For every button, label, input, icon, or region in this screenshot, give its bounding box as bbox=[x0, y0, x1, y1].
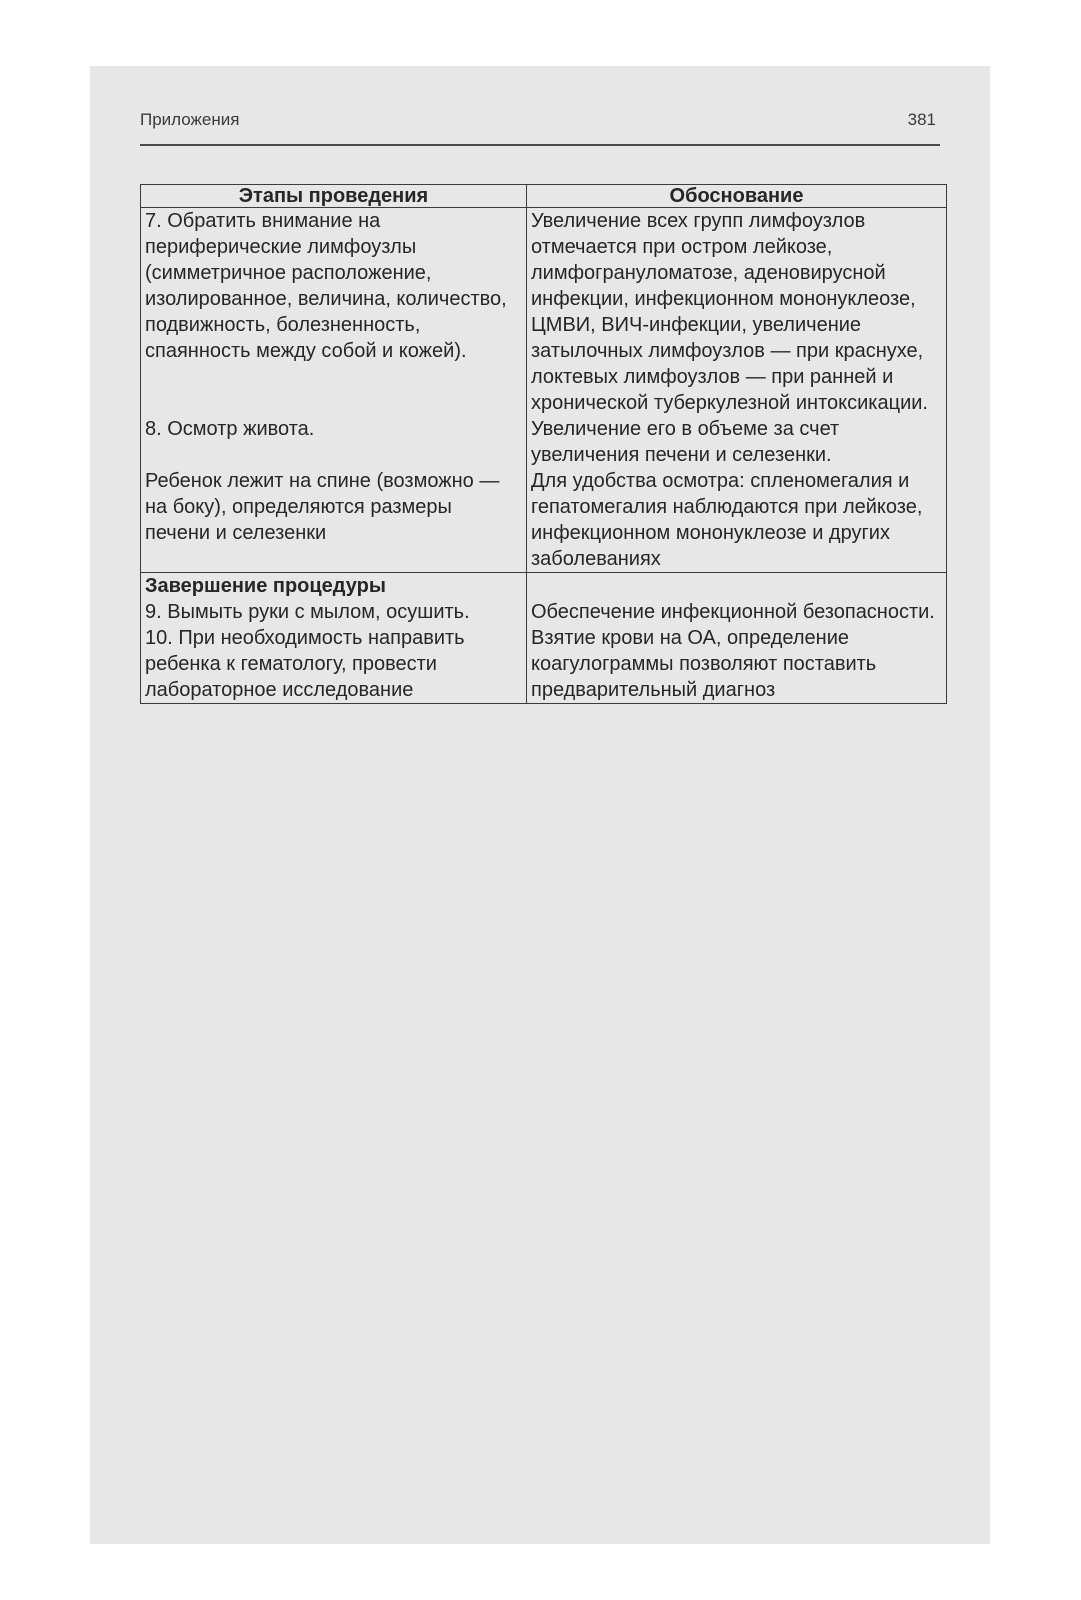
section-empty-cell bbox=[527, 573, 947, 600]
running-header-title: Приложения bbox=[140, 110, 240, 129]
step-cell bbox=[141, 468, 527, 573]
reason-cell bbox=[527, 468, 947, 573]
reason-cell bbox=[527, 416, 947, 468]
book-page bbox=[90, 66, 990, 1544]
page-number: 381 bbox=[907, 110, 936, 129]
header-rule bbox=[140, 144, 940, 146]
table-row bbox=[141, 468, 947, 573]
table-row bbox=[141, 599, 947, 625]
section-title: Завершение процедуры bbox=[141, 573, 527, 600]
reason-text: Увеличение всех групп лимфоузлов отмечается при остром лейкозе, лимфогрануломатозе, аденовирусной инфекции, инфекционном мононуклеозе, ЦМВИ, ВИЧ-инфекции, увеличение затылочных лимфоузлов — при краснухе, локтевых лимфоузлов — при ранней и хронической туберкулезной интоксикации. bbox=[531, 210, 928, 414]
reason-text: Увеличение его в объеме за счет увеличения печени и селезенки. bbox=[531, 418, 840, 466]
step-cell bbox=[141, 208, 527, 417]
section-row bbox=[141, 573, 947, 600]
step-cell bbox=[141, 416, 527, 468]
step-text: Ребенок лежит на спине (возможно — на боку), определяются размеры печени и селезенки bbox=[145, 470, 500, 544]
table-row bbox=[141, 416, 947, 468]
step-text: 10. При необходимость направить ребенка к гематологу, провести лабораторное исследование bbox=[145, 627, 465, 701]
table-row bbox=[141, 208, 947, 417]
reason-cell bbox=[527, 625, 947, 704]
step-text: 8. Осмотр живота. bbox=[145, 418, 315, 440]
reason-cell bbox=[527, 208, 947, 417]
reason-text: Для удобства осмотра: спленомегалия и гепатомегалия наблюдаются при лейкозе, инфекционном мононуклеозе и других заболеваниях bbox=[531, 470, 923, 570]
step-text: 9. Вымыть руки с мылом, осушить. bbox=[145, 601, 470, 623]
reason-text: Обеспечение инфекционной безопасности. bbox=[531, 601, 935, 623]
column-header-reason: Обоснование bbox=[527, 185, 947, 208]
step-text: 7. Обратить внимание на периферические лимфоузлы (симметричное расположение, изолированное, величина, количество, подвижность, болезненность, спаянность между собой и кожей). bbox=[145, 210, 507, 362]
column-header-steps: Этапы проведения bbox=[141, 185, 527, 208]
step-cell bbox=[141, 599, 527, 625]
procedure-table bbox=[140, 184, 947, 704]
step-cell bbox=[141, 625, 527, 704]
running-header bbox=[140, 110, 936, 130]
table-header-row bbox=[141, 185, 947, 208]
reason-cell bbox=[527, 599, 947, 625]
reason-text: Взятие крови на ОА, определение коагулограммы позволяют поставить предварительный диагноз bbox=[531, 627, 877, 701]
table-row bbox=[141, 625, 947, 704]
